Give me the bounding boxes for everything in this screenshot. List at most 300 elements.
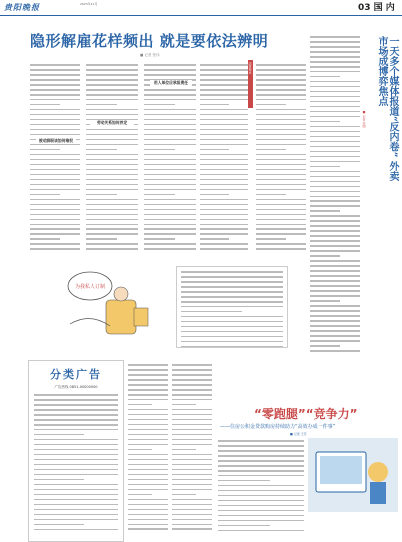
text-line [86,209,138,211]
text-line [310,151,360,153]
cartoon-illustration [50,264,154,342]
text-line [172,449,196,451]
text-line [128,424,168,426]
text-line [30,99,80,101]
text-line [200,228,248,230]
text-line [128,469,168,471]
text-line [34,404,118,406]
text-line [86,104,117,106]
text-line [181,326,283,328]
text-line [86,199,138,201]
text-line [200,194,229,196]
column-1-subhead: 被动辞职该如何维权 [36,138,76,144]
text-line [310,131,360,133]
text-line [181,271,283,273]
text-line [172,364,212,366]
text-line [256,169,306,171]
text-line [218,505,304,507]
text-line [310,220,360,222]
text-line [310,186,360,188]
text-line [172,479,212,481]
feature-body [218,440,304,536]
text-line [34,469,118,471]
text-line [144,228,196,230]
text-line [30,204,80,206]
sidebar-box [176,266,288,348]
text-line [144,199,196,201]
text-line [172,419,212,421]
text-line [128,389,168,391]
text-line [172,464,212,466]
text-line [144,238,175,240]
text-line [310,106,360,108]
text-line [172,369,212,371]
text-line [256,179,306,181]
text-line [86,114,138,116]
text-line [34,484,118,486]
text-line [256,228,306,230]
text-line [310,56,360,58]
text-line [30,69,80,71]
text-line [256,149,286,151]
text-line [256,209,306,211]
text-line [144,119,196,121]
text-line [172,414,212,416]
text-line [310,101,360,103]
text-line [310,280,360,282]
text-line [218,450,304,452]
text-line [256,194,286,196]
text-line [172,459,212,461]
text-line [310,126,360,128]
text-line [86,248,138,250]
text-line [30,243,80,245]
text-line [310,230,360,232]
text-line [310,111,360,113]
text-line [200,129,248,131]
text-line [310,305,360,307]
text-line [218,530,304,532]
text-line [200,209,248,211]
text-line [128,519,168,521]
text-line [34,444,118,446]
text-line [200,119,248,121]
text-line [172,504,212,506]
text-line [144,214,196,216]
text-line [172,494,196,496]
text-line [256,119,306,121]
text-line [172,499,212,501]
text-line [218,510,304,512]
article-column-3 [144,64,196,254]
text-line [256,94,306,96]
text-line [30,169,80,171]
text-line [144,94,196,96]
text-line [30,104,60,106]
text-line [86,214,138,216]
text-line [172,434,212,436]
text-line [181,331,283,333]
text-line [256,199,306,201]
text-line [172,519,212,521]
text-line [200,248,248,250]
text-line [34,474,118,476]
text-line [86,74,138,76]
text-line [181,346,283,348]
text-line [256,233,306,235]
text-line [181,276,283,278]
text-line [310,265,360,267]
side-story-byline: ■ 记者 李明 [362,110,366,128]
text-line [144,109,196,111]
text-line [128,414,168,416]
text-line [172,484,212,486]
text-line [30,134,80,136]
text-line [128,444,168,446]
text-line [86,134,138,136]
text-line [34,494,118,496]
feature-photo [308,438,398,512]
text-line [256,109,306,111]
text-line [310,225,360,227]
article-column-5 [256,64,306,254]
text-line [256,89,306,91]
text-line [34,419,118,421]
text-line [144,89,196,91]
text-line [30,114,80,116]
text-line [128,374,168,376]
text-line [86,189,138,191]
text-line [34,434,84,436]
text-line [256,214,306,216]
text-line [144,179,196,181]
newspaper-logo: 贵阳晚报 [4,3,40,12]
text-line [30,119,80,121]
text-line [144,184,196,186]
text-line [144,248,196,250]
text-line [86,69,138,71]
article-column-2 [86,64,138,254]
text-line [181,281,283,283]
text-line [144,154,196,156]
text-line [144,243,196,245]
text-line [144,69,196,71]
text-line [86,194,117,196]
text-line [200,124,248,126]
text-line [200,84,248,86]
text-line [172,528,212,530]
text-line [34,454,118,456]
text-line [30,214,80,216]
text-line [34,459,118,461]
text-line [172,384,212,386]
text-line [30,224,80,226]
text-line [310,71,360,73]
text-line [256,224,306,226]
text-line [310,345,340,347]
text-line [30,129,80,131]
text-line [310,310,360,312]
text-line [30,159,80,161]
text-line [30,194,60,196]
text-line [256,79,306,81]
text-line [172,429,212,431]
text-line [34,479,84,481]
text-line [310,91,360,93]
text-line [30,149,60,151]
text-line [310,330,360,332]
text-line [218,495,304,497]
text-line [34,409,118,411]
text-line [128,489,168,491]
text-line [34,529,118,531]
text-line [310,121,340,123]
text-line [172,374,212,376]
text-line [34,509,118,511]
text-line [144,209,196,211]
text-line [256,159,306,161]
text-line [34,439,118,441]
text-line [30,238,60,240]
text-line [310,245,360,247]
text-line [310,325,360,327]
text-line [86,169,138,171]
text-line [200,224,248,226]
text-line [310,81,360,83]
text-line [310,260,360,262]
text-line [181,306,283,308]
text-line [30,164,80,166]
text-line [128,454,168,456]
text-line [144,204,196,206]
text-line [200,144,248,146]
text-line [200,164,248,166]
text-line [310,215,360,217]
text-line [144,99,196,101]
text-line [144,219,196,221]
text-line [310,270,360,272]
text-line [218,480,270,482]
text-line [144,174,196,176]
text-line [30,84,80,86]
text-line [172,509,212,511]
text-line [310,136,360,138]
text-line [128,409,168,411]
text-line [128,479,168,481]
text-line [30,189,80,191]
masthead-rule [0,15,402,16]
text-line [30,94,80,96]
article-column-1 [30,64,80,254]
text-line [34,504,118,506]
text-line [128,514,168,516]
text-line [310,46,360,48]
text-line [128,528,168,530]
text-line [144,164,196,166]
text-line [218,470,304,472]
text-line [86,99,138,101]
text-line [200,114,248,116]
speech-text: 为我私人订制 [74,284,106,290]
text-line [218,465,304,467]
text-line [200,94,248,96]
text-line [200,89,248,91]
text-line [30,154,80,156]
column-3-subhead: 用人单位应承担责任 [150,80,192,86]
text-line [86,84,138,86]
text-line [181,311,242,313]
text-line [310,191,360,193]
text-line [218,475,304,477]
text-line [128,384,168,386]
text-line [128,364,168,366]
text-line [34,429,118,431]
text-line [30,109,80,111]
text-line [86,79,138,81]
text-line [256,124,306,126]
text-line [200,104,229,106]
text-line [86,204,138,206]
text-line [256,204,306,206]
text-line [310,116,360,118]
text-line [310,66,360,68]
text-line [256,144,306,146]
text-line [310,96,360,98]
text-line [256,99,306,101]
text-line [86,224,138,226]
page-section: 03 国 内 [358,3,395,13]
text-line [310,240,360,242]
text-line [200,219,248,221]
text-line [256,154,306,156]
text-line [172,389,212,391]
text-line [172,399,212,401]
text-line [144,149,175,151]
text-line [200,174,248,176]
text-line [86,228,138,230]
issue-date: 2023年11月 [80,2,98,6]
text-line [172,379,212,381]
text-line [181,301,283,303]
text-line [310,166,340,168]
text-line [218,440,304,442]
text-line [128,419,168,421]
ad-phone: 广告热线 0851-00000000 [54,385,98,389]
text-line [172,409,212,411]
text-line [256,139,306,141]
text-line [30,228,80,230]
text-line [34,464,118,466]
text-line [181,291,283,293]
text-line [200,169,248,171]
text-line [34,399,118,401]
text-line [172,439,212,441]
text-line [200,238,229,240]
text-line [30,219,80,221]
text-line [256,243,306,245]
text-line [34,519,118,521]
text-line [30,174,80,176]
text-line [128,449,152,451]
feature-subtitle: ——住房公积金贷款购房持续助力“高效办成一件事” [220,424,336,430]
text-line [310,285,360,287]
text-line [128,379,168,381]
text-line [310,51,360,53]
text-line [200,134,248,136]
text-line [200,149,229,151]
text-line [200,139,248,141]
text-line [310,320,360,322]
text-line [86,233,138,235]
text-line [34,489,118,491]
text-line [144,124,196,126]
text-line [128,474,168,476]
text-line [172,404,196,406]
text-line [200,159,248,161]
text-line [86,238,117,240]
text-line [172,444,212,446]
text-line [144,74,196,76]
text-line [86,179,138,181]
text-line [310,350,360,352]
text-line [310,76,340,78]
text-line [128,394,168,396]
text-line [256,238,286,240]
text-line [256,174,306,176]
text-line [256,74,306,76]
text-line [128,524,168,526]
text-line [86,64,138,66]
text-line [144,144,196,146]
text-line [128,399,168,401]
text-line [30,74,80,76]
text-line [256,114,306,116]
text-line [128,404,152,406]
text-line [144,139,196,141]
text-line [200,199,248,201]
text-line [128,439,168,441]
text-line [200,189,248,191]
column-2-subhead: 劳动关系如何界定 [90,120,134,126]
text-line [172,489,212,491]
text-line [86,89,138,91]
text-line [144,129,196,131]
text-line [128,464,168,466]
section-tag-label: 法律视点 [248,62,252,74]
text-line [310,340,360,342]
text-line [34,424,118,426]
ad-listings [34,394,118,534]
text-line [30,124,80,126]
text-line [200,109,248,111]
text-line [200,179,248,181]
text-line [144,194,175,196]
text-line [181,341,283,343]
text-line [128,459,168,461]
text-line [86,129,138,131]
text-line [200,64,248,66]
text-line [86,174,138,176]
text-line [34,514,118,516]
text-line [310,171,360,173]
text-line [30,248,80,250]
text-line [128,499,168,501]
text-line [256,69,306,71]
classified-ad-title: 分类广告 [50,368,102,381]
text-line [310,205,360,207]
text-line [86,184,138,186]
text-line [310,275,360,277]
